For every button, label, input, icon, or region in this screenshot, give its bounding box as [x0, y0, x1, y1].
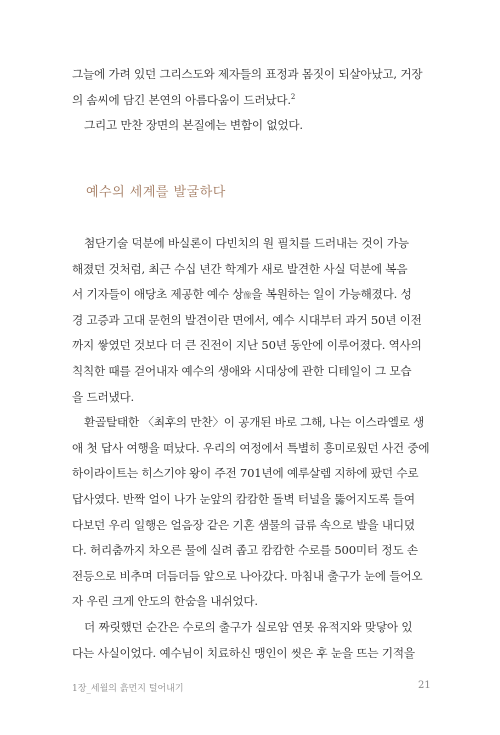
- text-line: [72, 487, 434, 513]
- text-line-content: 의 솜씨에 담긴 본연의 아름다움이 드러났다.: [72, 92, 291, 107]
- text-line: [72, 615, 434, 641]
- text-line: [72, 333, 434, 359]
- text-line-content: 첨단기술 덕분에 바실론이 다빈치의 원 필치를 드러내는 것이 가능: [84, 236, 409, 250]
- text-line: [72, 88, 434, 114]
- text-line-content: 을 복원하는 일이 가능해졌다. 성: [251, 287, 412, 302]
- text-line-content: 자 우린 크게 안도의 한숨을 내쉬었다.: [72, 594, 258, 609]
- footnote-marker: 2: [290, 92, 296, 101]
- text-line-content: 그리고 만찬 장면의 본질에는 변함이 없었다.: [84, 118, 303, 133]
- text-line: [72, 589, 434, 615]
- text-line-content: 애 첫 답사 여행을 떠났다. 우리의 여정에서 특별히 흥미로웠던 사건 중에: [72, 440, 430, 455]
- text-line: [72, 308, 434, 334]
- text-line: [72, 62, 434, 88]
- text-line-content: 서 기자들이 애당초 제공한 예수 상: [72, 287, 244, 302]
- text-line: [72, 359, 434, 385]
- intro-paragraph: [72, 62, 434, 139]
- hanja-annotation: 像: [243, 291, 252, 301]
- text-line: [72, 282, 434, 308]
- body-paragraphs: [72, 231, 434, 666]
- section-heading: 예수의 세계를 발굴하다: [86, 185, 226, 200]
- text-line-content: 그늘에 가려 있던 그리스도와 제자들의 표정과 몸짓이 되살아났고, 거장: [72, 67, 423, 81]
- text-line-content: 더 짜릿했던 순간은 수로의 출구가 실로암 연못 유적지와 맞닿아 있: [84, 619, 413, 634]
- text-line-content: 전등으로 비추며 더듬더듬 앞으로 나아갔다. 마침내 출구가 눈에 들어오: [72, 568, 423, 583]
- text-line-content: 답사였다. 반짝 얼이 나가 눈앞의 캄캄한 돌벽 터널을 뚫어지도록 들여: [72, 491, 415, 506]
- text-line-content: 칙칙한 때를 걷어내자 예수의 생애와 시대상에 관한 디테일이 그 모습: [72, 363, 412, 378]
- text-line-content: 다. 허리춤까지 차오른 물에 실려 좁고 캄캄한 수로를 500미터 정도 손: [72, 543, 418, 558]
- text-line-content: 해졌던 것처럼, 최근 수십 년간 학계가 새로 발견한 사실 덕분에 복음: [72, 261, 408, 276]
- text-line: [72, 461, 434, 487]
- running-footer-chapter: 1장_세월의 흙먼지 털어내기: [72, 684, 184, 694]
- text-line: [72, 385, 434, 411]
- text-line: [72, 257, 434, 283]
- text-line-content: 다보던 우리 일행은 얼음장 같은 기혼 샘물의 급류 속으로 발을 내디뎠: [72, 517, 415, 532]
- page-number: 21: [418, 680, 431, 691]
- text-line-content: 환골탈태한 〈최후의 만찬〉이 공개된 바로 그해, 나는 이스라엘로 생: [84, 415, 425, 430]
- text-line-content: 을 드러냈다.: [72, 389, 134, 404]
- text-line: [72, 538, 434, 564]
- text-line: [72, 513, 434, 539]
- text-line: [72, 564, 434, 590]
- text-line: [72, 113, 434, 139]
- text-line-content: 경 고증과 고대 문헌의 발견이란 면에서, 예수 시대부터 과거 50년 이전: [72, 312, 422, 327]
- text-line-content: 까지 쌓였던 것보다 더 큰 진전이 지난 50년 동안에 이루어졌다. 역사의: [72, 338, 422, 353]
- text-line: [72, 231, 434, 257]
- text-line-content: 다는 사실이었다. 예수님이 치료하신 맹인이 씻은 후 눈을 뜨는 기적을: [72, 645, 415, 660]
- text-line: [72, 410, 434, 436]
- text-line: [72, 436, 434, 462]
- text-line: [72, 641, 434, 667]
- text-line-content: 하이라이트는 히스기야 왕이 주전 701년에 예루살렘 지하에 팠던 수로: [72, 466, 419, 481]
